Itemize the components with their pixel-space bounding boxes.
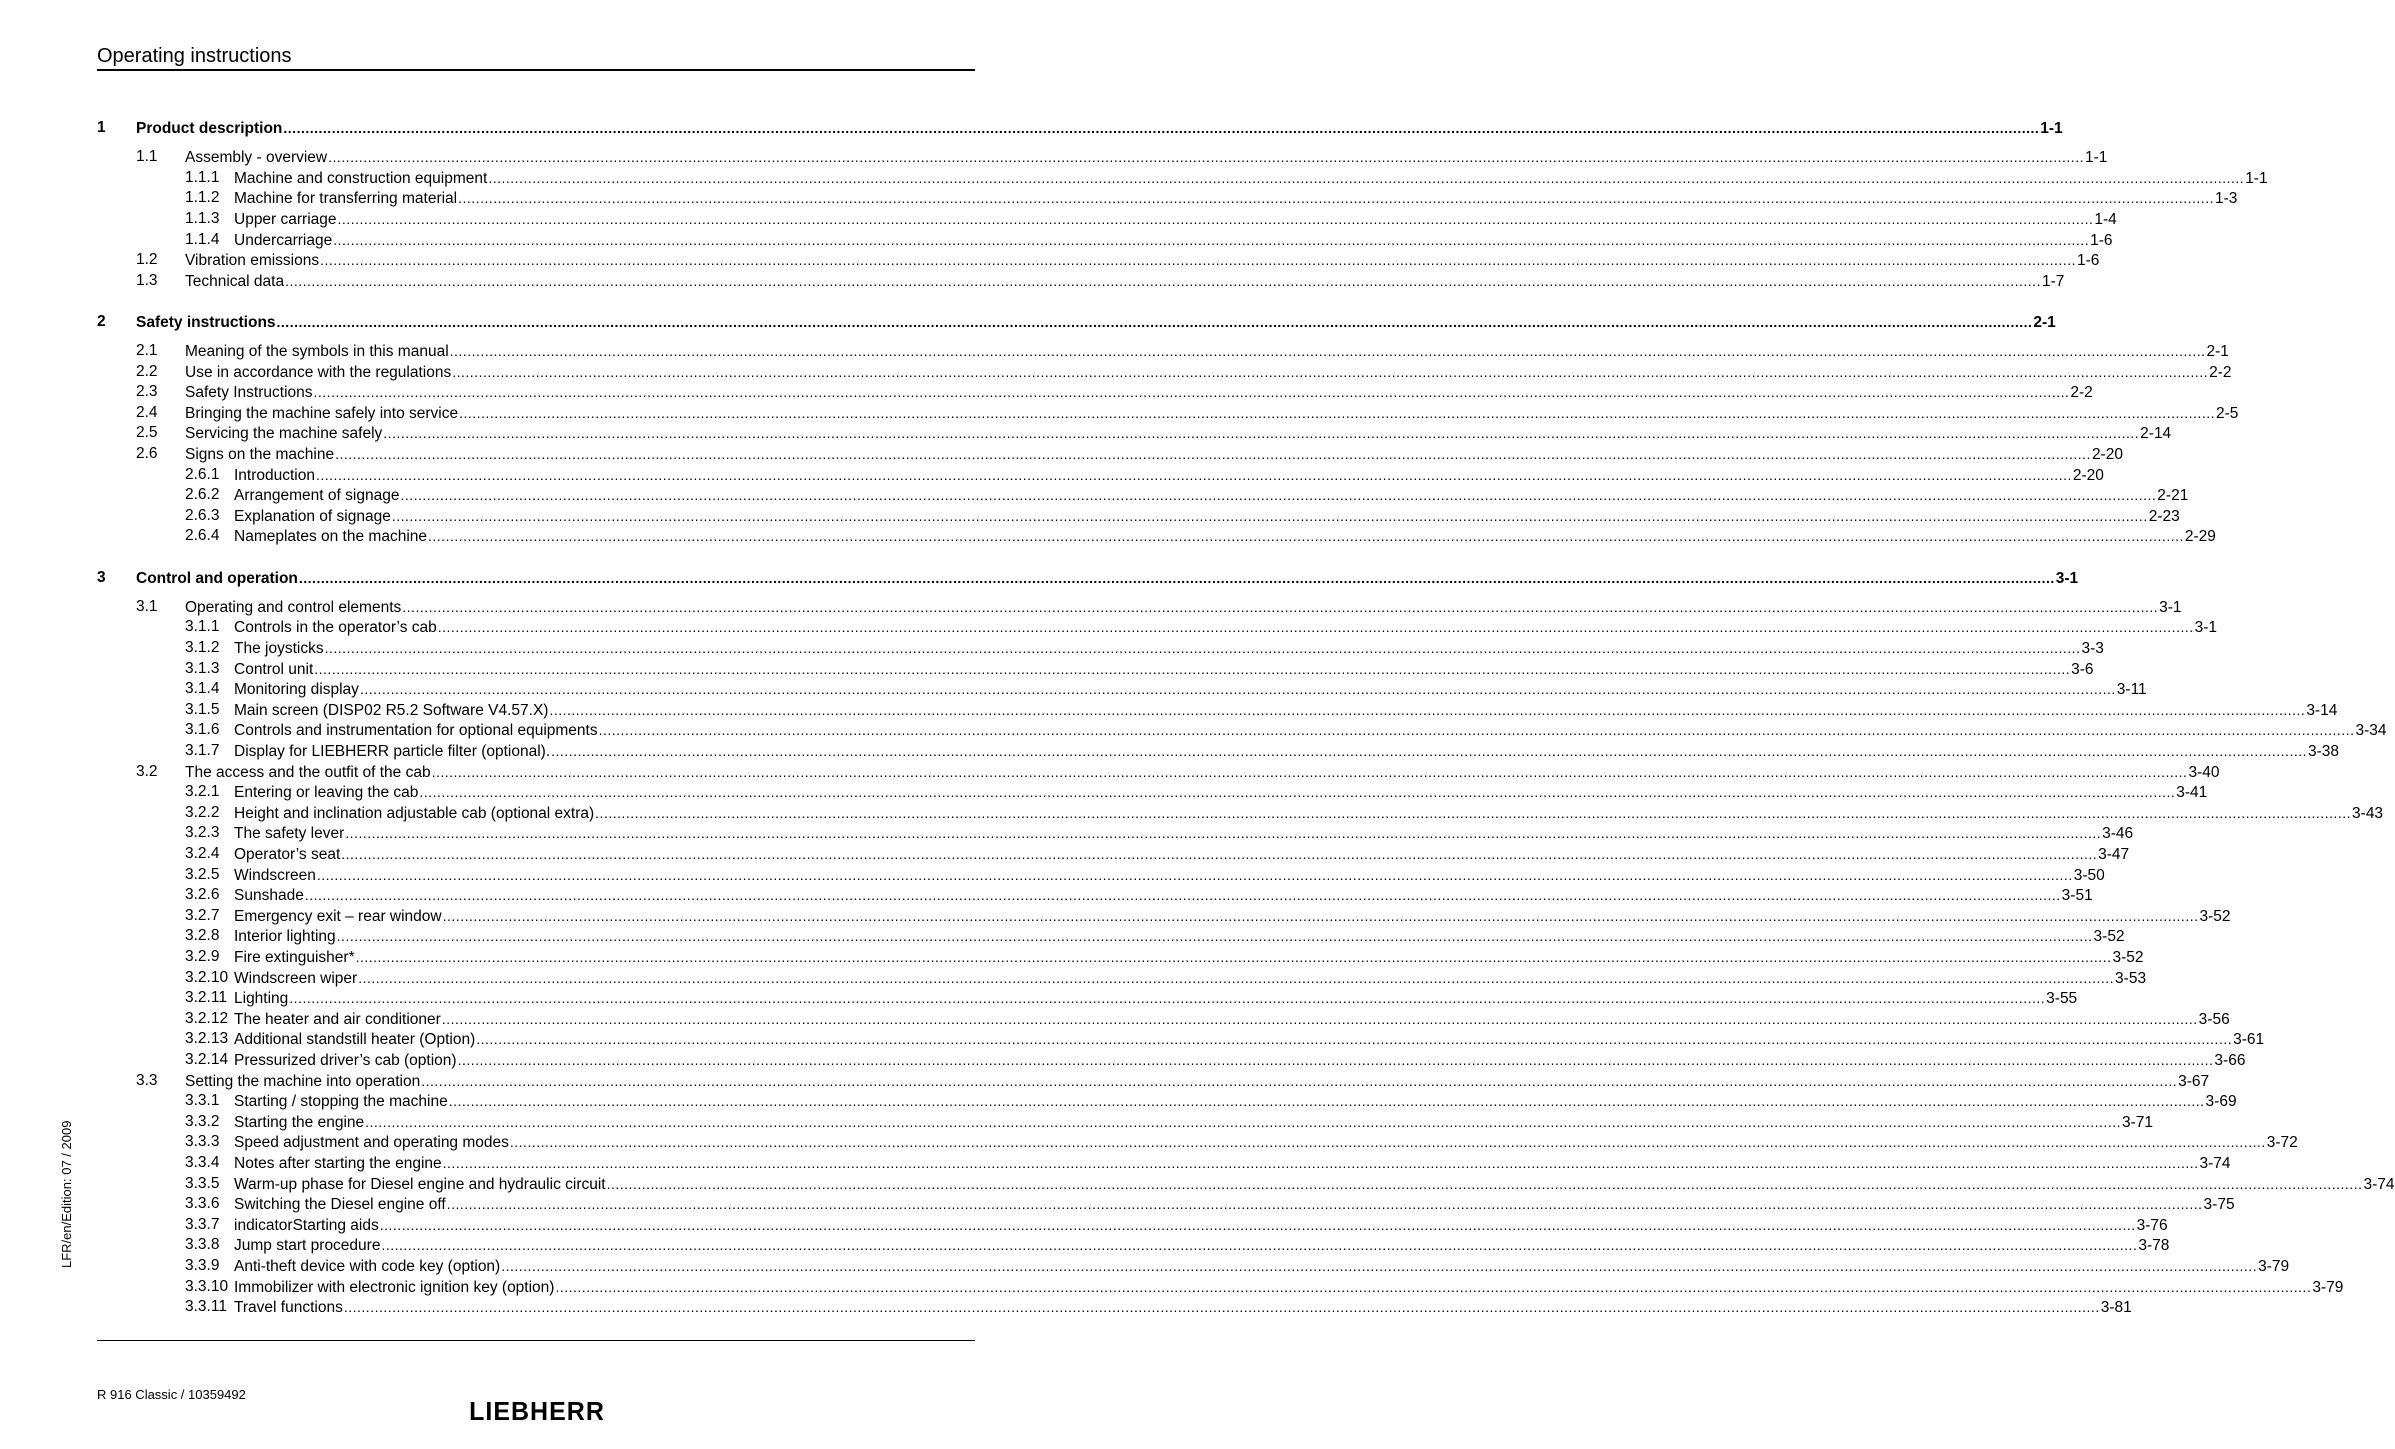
toc-entry[interactable] xyxy=(97,1132,2298,1152)
toc-leader: ................................................................................................................................................................................................................................................................................................................................................................................................................ xyxy=(446,1196,2203,1213)
toc-title: Windscreen wiper xyxy=(234,969,358,987)
toc-title: Anti-theft device with code key (option) xyxy=(234,1257,501,1275)
toc-title: Controls and instrumentation for optional equipments xyxy=(234,722,598,740)
toc-leader: ................................................................................................................................................................................................................................................................................................................................................................................................................ xyxy=(320,252,2076,269)
toc-entry[interactable] xyxy=(97,803,2384,823)
toc-number: 3.3.8 xyxy=(185,1236,220,1254)
toc-number: 3.3.4 xyxy=(185,1153,220,1171)
toc-leader: ................................................................................................................................................................................................................................................................................................................................................................................................................ xyxy=(458,190,2214,207)
toc-leader: ................................................................................................................................................................................................................................................................................................................................................................................................................ xyxy=(324,639,2081,656)
toc-entry[interactable] xyxy=(97,526,2216,546)
toc-title: Arrangement of signage xyxy=(234,487,400,505)
toc-entry[interactable] xyxy=(97,1256,2290,1276)
toc-page-number: 1-7 xyxy=(2041,272,2065,290)
toc-title: Monitoring display xyxy=(234,681,359,699)
toc-title: Vibration emissions xyxy=(185,252,320,270)
toc-leader: ................................................................................................................................................................................................................................................................................................................................................................................................................ xyxy=(379,1216,2136,1233)
toc-number: 2.1 xyxy=(136,342,158,359)
toc-page-number: 3-78 xyxy=(2138,1237,2170,1255)
toc-title: Meaning of the symbols in this manual xyxy=(185,343,449,360)
toc-page-number: 3-1 xyxy=(2055,569,2079,587)
toc-page-number: 1-1 xyxy=(2084,149,2108,167)
toc-page-number: 1-4 xyxy=(2094,210,2117,228)
footer-rule xyxy=(97,1340,975,1341)
toc-leader: ................................................................................................................................................................................................................................................................................................................................................................................................................ xyxy=(359,681,2116,698)
toc-number: 3.1.7 xyxy=(185,741,220,759)
toc-title: Speed adjustment and operating modes xyxy=(234,1134,509,1152)
toc-title: Immobilizer with electronic ignition key (option) xyxy=(234,1278,555,1296)
toc-number: 3.2 xyxy=(136,762,158,780)
toc-number: 3.1.4 xyxy=(185,680,220,698)
toc-entry[interactable] xyxy=(97,1112,2154,1132)
toc-leader: ................................................................................................................................................................................................................................................................................................................................................................................................................ xyxy=(289,990,2046,1007)
toc-number: 1.1 xyxy=(136,148,158,166)
toc-leader: ................................................................................................................................................................................................................................................................................................................................................................................................................ xyxy=(383,425,2140,442)
toc-entry[interactable] xyxy=(97,762,2220,782)
toc-leader: ................................................................................................................................................................................................................................................................................................................................................................................................................ xyxy=(314,660,2071,677)
toc-title: Setting the machine into operation xyxy=(185,1072,421,1090)
toc-entry[interactable] xyxy=(97,250,2100,270)
toc-number: 3.3.9 xyxy=(185,1256,220,1274)
toc-leader: ................................................................................................................................................................................................................................................................................................................................................................................................................ xyxy=(598,722,2355,739)
toc-number: 3.3.1 xyxy=(185,1092,220,1110)
toc-page-number: 3-72 xyxy=(2266,1134,2298,1152)
toc-number: 3.3.10 xyxy=(185,1277,229,1295)
toc-title: Notes after starting the engine xyxy=(234,1154,442,1172)
toc-entry[interactable] xyxy=(97,885,2093,905)
toc-page-number: 1-6 xyxy=(2090,231,2113,249)
toc-number: 3.2.8 xyxy=(185,927,220,945)
toc-leader: ................................................................................................................................................................................................................................................................................................................................................................................................................ xyxy=(428,528,2184,545)
toc-page-number: 3-75 xyxy=(2203,1196,2235,1214)
toc-number: 3.2.2 xyxy=(185,803,220,821)
toc-page-number: 3-74 xyxy=(2363,1175,2395,1193)
toc-number: 3.2.3 xyxy=(185,824,220,842)
toc-title: Entering or leaving the cab xyxy=(234,784,419,802)
toc-entry[interactable] xyxy=(97,1235,2170,1255)
toc-title: Safety Instructions xyxy=(185,384,313,402)
toc-entry[interactable] xyxy=(97,700,2338,720)
toc-page-number: 3-34 xyxy=(2355,722,2387,740)
toc-title: Product description xyxy=(136,120,283,137)
toc-number: 3.2.1 xyxy=(185,783,220,801)
toc-entry[interactable] xyxy=(97,741,2340,761)
toc-leader: ................................................................................................................................................................................................................................................................................................................................................................................................................ xyxy=(336,928,2093,945)
toc-title: Introduction xyxy=(234,466,315,484)
toc-page-number: 3-38 xyxy=(2308,742,2340,760)
toc-page-number: 3-52 xyxy=(2112,948,2144,966)
toc-entry[interactable] xyxy=(97,1277,2344,1297)
toc-number: 3.2.9 xyxy=(185,947,220,965)
toc-entry[interactable] xyxy=(97,1215,2168,1235)
toc-entry[interactable] xyxy=(97,1009,2230,1029)
toc-page-number: 1-6 xyxy=(2076,252,2100,270)
toc-leader: ................................................................................................................................................................................................................................................................................................................................................................................................................ xyxy=(431,763,2188,780)
toc-title: Machine for transferring material xyxy=(234,190,458,208)
toc-entry[interactable] xyxy=(97,1029,2265,1049)
toc-entry[interactable] xyxy=(97,423,2172,443)
toc-title: Starting the engine xyxy=(234,1113,365,1131)
toc-title: Jump start procedure xyxy=(234,1237,381,1255)
toc-number: 3.2.13 xyxy=(185,1030,229,1048)
toc-number: 3.1.3 xyxy=(185,659,220,677)
toc-number: 1.1.1 xyxy=(185,168,220,186)
toc-title: Operator’s seat xyxy=(234,845,341,863)
toc-number: 3 xyxy=(97,568,106,586)
toc-number: 3.2.7 xyxy=(185,906,220,924)
toc-title: Display for LIEBHERR particle filter (optional). xyxy=(234,742,551,760)
toc-number: 3.3.3 xyxy=(185,1133,220,1151)
toc-leader: ................................................................................................................................................................................................................................................................................................................................................................................................................ xyxy=(391,507,2148,524)
toc-page-number: 1-3 xyxy=(2214,190,2238,208)
toc-page-number: 3-67 xyxy=(2178,1072,2210,1090)
toc-number: 1.1.3 xyxy=(185,209,220,227)
toc-entry[interactable] xyxy=(97,947,2144,967)
toc-leader: ................................................................................................................................................................................................................................................................................................................................................................................................................ xyxy=(335,446,2091,462)
toc-title: Interior lighting xyxy=(234,928,336,946)
toc-title: Sunshade xyxy=(234,887,304,905)
header-rule xyxy=(97,69,975,71)
toc-entry[interactable] xyxy=(97,465,2104,485)
toc-page-number: 3-50 xyxy=(2073,866,2105,884)
toc-leader: ................................................................................................................................................................................................................................................................................................................................................................................................................ xyxy=(452,363,2209,380)
toc-entry[interactable] xyxy=(97,382,2093,402)
toc-leader: ................................................................................................................................................................................................................................................................................................................................................................................................................ xyxy=(358,969,2115,986)
toc-page-number: 3-11 xyxy=(2116,681,2147,699)
toc-entry[interactable] xyxy=(97,209,2117,229)
toc-leader: ................................................................................................................................................................................................................................................................................................................................................................................................................ xyxy=(328,149,2084,166)
edition-note: LFR/en/Edition: 07 / 2009 xyxy=(59,1120,74,1268)
toc-leader: ................................................................................................................................................................................................................................................................................................................................................................................................................ xyxy=(555,1278,2312,1295)
toc-leader: ................................................................................................................................................................................................................................................................................................................................................................................................................ xyxy=(551,742,2307,759)
toc-number: 2.5 xyxy=(136,424,158,442)
toc-leader: ................................................................................................................................................................................................................................................................................................................................................................................................................ xyxy=(341,845,2098,862)
toc-page-number: 2-29 xyxy=(2184,528,2216,546)
toc-title: indicatorStarting aids xyxy=(234,1216,379,1234)
toc-number: 2.3 xyxy=(136,383,158,401)
toc-page-number: 2-14 xyxy=(2140,425,2172,443)
toc-leader: ................................................................................................................................................................................................................................................................................................................................................................................................................ xyxy=(488,169,2245,186)
toc-entry[interactable] xyxy=(97,485,2189,505)
toc-page-number: 1-1 xyxy=(2040,120,2063,137)
toc-number: 1.1.2 xyxy=(185,189,220,207)
toc-page-number: 3-6 xyxy=(2071,660,2094,678)
toc-entry[interactable] xyxy=(97,659,2094,679)
toc-leader: ................................................................................................................................................................................................................................................................................................................................................................................................................ xyxy=(381,1237,2138,1254)
toc-chapter[interactable] xyxy=(97,312,2056,332)
toc-page-number: 2-2 xyxy=(2209,363,2232,381)
toc-entry[interactable] xyxy=(97,230,2113,250)
toc-title: Height and inclination adjustable cab (optional extra) xyxy=(234,804,595,822)
toc-page-number: 3-40 xyxy=(2188,763,2220,781)
toc-entry[interactable] xyxy=(97,988,2078,1008)
toc-page-number: 2-21 xyxy=(2157,487,2189,505)
toc-leader: ................................................................................................................................................................................................................................................................................................................................................................................................................ xyxy=(298,569,2055,586)
toc-page-number: 3-46 xyxy=(2102,825,2134,843)
toc-number: 3.1.2 xyxy=(185,638,220,656)
toc-page-number: 2-20 xyxy=(2091,446,2123,463)
toc-leader: ................................................................................................................................................................................................................................................................................................................................................................................................................ xyxy=(316,866,2073,883)
toc-entry[interactable] xyxy=(97,341,2229,361)
toc-number: 3.2.10 xyxy=(185,968,229,986)
toc-number: 3.3 xyxy=(136,1071,158,1089)
toc-leader: ................................................................................................................................................................................................................................................................................................................................................................................................................ xyxy=(421,1072,2178,1089)
page-title: Operating instructions xyxy=(97,45,292,67)
toc-page-number: 1-1 xyxy=(2245,169,2268,187)
toc-number: 1.3 xyxy=(136,271,158,289)
toc-title: Switching the Diesel engine off xyxy=(234,1196,446,1214)
toc-number: 1.1.4 xyxy=(185,230,220,248)
toc-leader: ................................................................................................................................................................................................................................................................................................................................................................................................................ xyxy=(345,825,2102,842)
toc-title: Lighting xyxy=(234,990,289,1008)
toc-leader: ................................................................................................................................................................................................................................................................................................................................................................................................................ xyxy=(400,487,2157,504)
toc-title: Additional standstill heater (Option) xyxy=(234,1031,476,1049)
toc-page-number: 3-61 xyxy=(2233,1031,2265,1049)
toc-entry[interactable] xyxy=(97,1194,2235,1214)
toc-page-number: 3-14 xyxy=(2306,701,2338,719)
toc-title: Safety instructions xyxy=(136,313,276,331)
toc-title: Control unit xyxy=(234,660,314,678)
toc-leader: ................................................................................................................................................................................................................................................................................................................................................................................................................ xyxy=(285,272,2041,289)
toc-title: Warm-up phase for Diesel engine and hydraulic circuit xyxy=(234,1175,606,1193)
toc-entry[interactable] xyxy=(97,188,2238,208)
toc-title: Machine and construction equipment xyxy=(234,169,488,187)
toc-leader: ................................................................................................................................................................................................................................................................................................................................................................................................................ xyxy=(442,907,2199,924)
toc-page-number: 2-2 xyxy=(2070,384,2093,402)
toc-title: Use in accordance with the regulations xyxy=(185,363,452,381)
toc-entry[interactable] xyxy=(97,362,2232,382)
toc-entry[interactable] xyxy=(97,506,2180,526)
toc-entry[interactable] xyxy=(97,403,2239,423)
toc-entry[interactable] xyxy=(97,679,2147,699)
toc-leader: ................................................................................................................................................................................................................................................................................................................................................................................................................ xyxy=(313,384,2070,401)
toc-leader: ................................................................................................................................................................................................................................................................................................................................................................................................................ xyxy=(476,1031,2233,1048)
toc-page-number: 3-56 xyxy=(2198,1010,2230,1028)
toc-leader: ................................................................................................................................................................................................................................................................................................................................................................................................................ xyxy=(343,1299,2100,1316)
toc-entry[interactable] xyxy=(97,782,2208,802)
toc-page-number: 3-74 xyxy=(2199,1154,2231,1172)
toc-entry[interactable] xyxy=(97,1091,2237,1111)
toc-title: Main screen (DISP02 R5.2 Software V4.57.X) xyxy=(234,701,549,719)
toc-title: Undercarriage xyxy=(234,231,333,249)
toc-number: 3.2.5 xyxy=(185,865,220,883)
toc-title: The joysticks xyxy=(234,639,324,657)
toc-entry[interactable] xyxy=(97,638,2104,658)
toc-leader: ................................................................................................................................................................................................................................................................................................................................................................................................................ xyxy=(365,1113,2121,1130)
toc-title: Bringing the machine safely into service xyxy=(185,404,459,422)
toc-leader: ................................................................................................................................................................................................................................................................................................................................................................................................................ xyxy=(402,598,2159,615)
svg-text:LIEBHERR: LIEBHERR xyxy=(469,1397,605,1427)
toc-title: Control and operation xyxy=(136,569,298,587)
toc-entry[interactable] xyxy=(97,968,2147,988)
toc-page-number: 3-52 xyxy=(2093,928,2125,946)
toc-entry[interactable] xyxy=(97,865,2105,885)
toc-number: 2.4 xyxy=(136,403,158,421)
toc-leader: ................................................................................................................................................................................................................................................................................................................................................................................................................ xyxy=(419,784,2176,801)
toc-title: Technical data xyxy=(185,272,285,290)
toc-number: 2.6.1 xyxy=(185,465,220,483)
toc-page-number: 2-1 xyxy=(2033,313,2056,331)
toc-leader: ................................................................................................................................................................................................................................................................................................................................................................................................................ xyxy=(606,1175,2363,1192)
toc-entry[interactable] xyxy=(97,823,2134,843)
toc-number: 3.3.2 xyxy=(185,1112,220,1130)
toc-number: 3.2.11 xyxy=(185,989,227,1007)
toc-title: The safety lever xyxy=(234,825,345,843)
toc-number: 2.6 xyxy=(136,445,158,462)
toc-page-number: 2-1 xyxy=(2206,343,2229,360)
toc-leader: ................................................................................................................................................................................................................................................................................................................................................................................................................ xyxy=(549,701,2306,718)
toc-title: Starting / stopping the machine xyxy=(234,1093,448,1111)
toc-page-number: 3-76 xyxy=(2136,1216,2168,1234)
toc-title: Windscreen xyxy=(234,866,316,884)
toc-leader: ................................................................................................................................................................................................................................................................................................................................................................................................................ xyxy=(437,619,2194,636)
toc-chapter[interactable] xyxy=(97,568,2079,588)
toc-title: The access and the outfit of the cab xyxy=(185,763,431,781)
toc-entry[interactable] xyxy=(97,844,2130,864)
toc-number: 3.2.6 xyxy=(185,886,220,904)
toc-number: 3.3.6 xyxy=(185,1195,220,1213)
toc-page-number: 3-47 xyxy=(2098,845,2130,863)
toc-number: 3.3.5 xyxy=(185,1174,220,1192)
toc-number: 1 xyxy=(97,119,106,136)
toc-entry[interactable] xyxy=(97,597,2182,617)
toc-leader: ................................................................................................................................................................................................................................................................................................................................................................................................................ xyxy=(459,404,2215,421)
toc-leader: ................................................................................................................................................................................................................................................................................................................................................................................................................ xyxy=(509,1134,2266,1151)
toc-number: 2.6.4 xyxy=(185,527,220,545)
toc-title: Emergency exit – rear window xyxy=(234,907,442,925)
toc-leader: ................................................................................................................................................................................................................................................................................................................................................................................................................ xyxy=(595,804,2352,821)
toc-entry[interactable] xyxy=(97,720,2387,740)
toc-title: Explanation of signage xyxy=(234,507,391,525)
toc-entry[interactable] xyxy=(97,926,2125,946)
toc-page-number: 3-1 xyxy=(2194,619,2218,637)
toc-number: 3.1.5 xyxy=(185,700,220,718)
toc-page-number: 3-81 xyxy=(2100,1299,2132,1317)
toc-title: Nameplates on the machine xyxy=(234,528,428,546)
toc-entry[interactable] xyxy=(97,1050,2246,1070)
toc-number: 2.6.2 xyxy=(185,486,220,504)
toc-page-number: 3-55 xyxy=(2046,990,2078,1008)
toc-page-number: 3-71 xyxy=(2121,1113,2154,1131)
toc-entry[interactable] xyxy=(97,617,2218,637)
toc-leader: ................................................................................................................................................................................................................................................................................................................................................................................................................ xyxy=(449,343,2206,359)
toc-number: 2.2 xyxy=(136,362,158,380)
toc-title: Servicing the machine safely xyxy=(185,425,383,443)
toc-number: 3.2.4 xyxy=(185,844,220,862)
toc-leader: ................................................................................................................................................................................................................................................................................................................................................................................................................ xyxy=(333,231,2090,248)
toc-title: Assembly - overview xyxy=(185,149,328,167)
toc-page-number: 2-23 xyxy=(2148,507,2180,525)
toc-page-number: 2-5 xyxy=(2215,404,2239,422)
toc-page-number: 3-66 xyxy=(2214,1051,2246,1069)
toc-number: 3.3.11 xyxy=(185,1298,227,1316)
toc-entry[interactable] xyxy=(97,1297,2132,1317)
toc-leader: ................................................................................................................................................................................................................................................................................................................................................................................................................ xyxy=(316,466,2072,483)
toc-number: 1.2 xyxy=(136,251,158,269)
toc-page-number: 3-3 xyxy=(2081,639,2104,657)
toc-leader: ................................................................................................................................................................................................................................................................................................................................................................................................................ xyxy=(337,210,2094,227)
toc-title: Travel functions xyxy=(234,1299,343,1317)
toc-title: The heater and air conditioner xyxy=(234,1010,441,1028)
model-number: R 916 Classic / 10359492 xyxy=(97,1387,246,1402)
toc-page-number: 3-79 xyxy=(2312,1278,2344,1296)
toc-entry[interactable] xyxy=(97,906,2231,926)
toc-entry[interactable] xyxy=(97,168,2268,188)
toc-number: 3.1.6 xyxy=(185,721,220,739)
liebherr-logo xyxy=(456,1396,618,1427)
toc-number: 3.2.14 xyxy=(185,1050,229,1068)
toc-page-number: 3-43 xyxy=(2352,804,2384,822)
toc-number: 2 xyxy=(97,312,106,330)
toc-page-number: 3-41 xyxy=(2176,784,2208,802)
toc-number: 3.1.1 xyxy=(185,618,220,636)
toc-leader: ................................................................................................................................................................................................................................................................................................................................................................................................................ xyxy=(442,1154,2199,1171)
toc-number: 3.2.12 xyxy=(185,1009,229,1027)
toc-page-number: 3-79 xyxy=(2258,1257,2290,1275)
toc-entry[interactable] xyxy=(97,147,2108,167)
toc-leader: ................................................................................................................................................................................................................................................................................................................................................................................................................ xyxy=(441,1010,2198,1027)
toc-title: Controls in the operator’s cab xyxy=(234,619,437,637)
toc-page-number: 3-1 xyxy=(2159,598,2182,616)
toc-leader: ................................................................................................................................................................................................................................................................................................................................................................................................................ xyxy=(283,120,2040,136)
toc-entry[interactable] xyxy=(97,1153,2231,1173)
toc-leader: ................................................................................................................................................................................................................................................................................................................................................................................................................ xyxy=(355,948,2112,965)
toc-title: Fire extinguisher* xyxy=(234,948,355,966)
toc-title: Upper carriage xyxy=(234,210,337,228)
toc-page-number: 3-51 xyxy=(2061,887,2093,905)
toc-title: Signs on the machine xyxy=(185,446,335,463)
toc-leader: ................................................................................................................................................................................................................................................................................................................................................................................................................ xyxy=(276,313,2033,330)
toc-number: 2.6.3 xyxy=(185,506,220,524)
toc-number: 3.3.7 xyxy=(185,1215,220,1233)
toc-leader: ................................................................................................................................................................................................................................................................................................................................................................................................................ xyxy=(501,1257,2258,1274)
toc-number: 3.1 xyxy=(136,597,158,615)
toc-entry[interactable] xyxy=(97,444,2123,464)
toc-page-number: 3-69 xyxy=(2205,1093,2237,1111)
toc-page-number: 2-20 xyxy=(2072,466,2104,484)
toc-page-number: 3-52 xyxy=(2199,907,2231,925)
toc-leader: ................................................................................................................................................................................................................................................................................................................................................................................................................ xyxy=(304,887,2061,904)
toc-leader: ................................................................................................................................................................................................................................................................................................................................................................................................................ xyxy=(457,1051,2214,1068)
toc-leader: ................................................................................................................................................................................................................................................................................................................................................................................................................ xyxy=(448,1093,2205,1110)
toc-chapter[interactable] xyxy=(97,118,2063,138)
toc-entry[interactable] xyxy=(97,1174,2395,1194)
toc-entry[interactable] xyxy=(97,271,2065,291)
toc-title: Operating and control elements xyxy=(185,598,402,616)
toc-title: Pressurized driver’s cab (option) xyxy=(234,1051,457,1069)
toc-page-number: 3-53 xyxy=(2115,969,2147,987)
toc-entry[interactable] xyxy=(97,1071,2210,1091)
